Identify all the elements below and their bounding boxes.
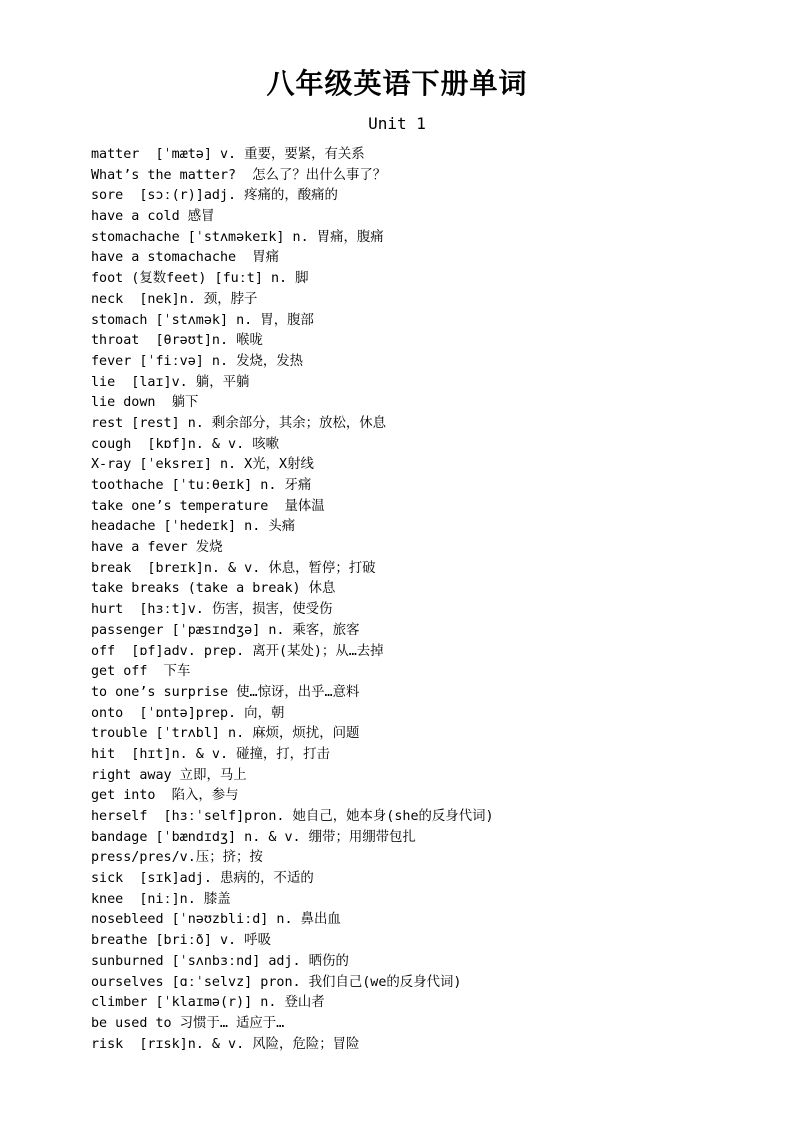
vocabulary-entry: neck [nek]n. 颈，脖子 xyxy=(91,291,258,307)
vocabulary-entry: to one’s surprise 使…惊讶，出乎…意料 xyxy=(91,684,360,700)
vocabulary-entry: hurt [hɜːt]v. 伤害，损害，使受伤 xyxy=(91,602,333,618)
vocabulary-entry: What’s the matter? 怎么了？出什么事了？ xyxy=(91,167,387,183)
vocabulary-entry: fever [ˈfiːvə] n. 发烧，发热 xyxy=(91,353,304,369)
vocabulary-entry: bandage [ˈbændɪdʒ] n. & v. 绷带；用绷带包扎 xyxy=(91,829,416,845)
vocabulary-entry: X-ray [ˈeksreɪ] n. X光，X射线 xyxy=(91,457,314,473)
vocabulary-entry: climber [ˈklaɪmə(r)] n. 登山者 xyxy=(91,995,325,1011)
vocabulary-entry: get into 陷入，参与 xyxy=(91,788,239,804)
vocabulary-entry: lie [laɪ]v. 躺，平躺 xyxy=(91,374,250,390)
vocabulary-entry: have a cold 感冒 xyxy=(91,209,215,225)
vocabulary-entry: sick [sɪk]adj. 患病的，不适的 xyxy=(91,871,314,887)
vocabulary-entry: onto [ˈɒntə]prep. 向，朝 xyxy=(91,705,285,721)
vocabulary-entry: take one’s temperature 量体温 xyxy=(91,498,325,514)
vocabulary-entry: stomachache [ˈstʌməkeɪk] n. 胃痛，腹痛 xyxy=(91,229,384,245)
vocabulary-entry: knee [niː]n. 膝盖 xyxy=(91,891,231,907)
vocabulary-entry: cough [kɒf]n. & v. 咳嗽 xyxy=(91,436,280,452)
vocabulary-entry: break [breɪk]n. & v. 休息，暂停；打破 xyxy=(91,560,376,576)
vocabulary-entry: throat [θrəʊt]n. 喉咙 xyxy=(91,333,263,349)
vocabulary-entry: risk [rɪsk]n. & v. 风险，危险；冒险 xyxy=(91,1036,360,1052)
vocabulary-entry: right away 立即，马上 xyxy=(91,767,247,783)
unit-heading: Unit 1 xyxy=(368,114,426,133)
vocabulary-entry: matter [ˈmætə] v. 重要，要紧，有关系 xyxy=(91,147,365,162)
vocabulary-entry: sore [sɔː(r)]adj. 疼痛的，酸痛的 xyxy=(91,188,338,204)
vocabulary-entry: rest [rest] n. 剩余部分，其余；放松，休息 xyxy=(91,415,387,431)
vocabulary-entry: trouble [ˈtrʌbl] n. 麻烦，烦扰，问题 xyxy=(91,726,360,742)
vocabulary-entry: headache [ˈhedeɪk] n. 头痛 xyxy=(91,519,296,535)
vocabulary-entry: press/pres/v.压；挤；按 xyxy=(91,850,263,866)
page-title: 八年级英语下册单词 xyxy=(266,67,528,100)
vocabulary-entry: off [ɒf]adv. prep. 离开(某处)；从…去掉 xyxy=(91,643,384,659)
vocabulary-entry: herself [hɜːˈself]pron. 她自己，她本身(she的反身代词) xyxy=(91,809,494,824)
vocabulary-entry: take breaks (take a break) 休息 xyxy=(91,581,336,597)
vocabulary-entry: be used to 习惯于… 适应于… xyxy=(91,1015,285,1031)
vocabulary-entry: toothache [ˈtuːθeɪk] n. 牙痛 xyxy=(91,478,312,493)
vocabulary-entry: nosebleed [ˈnəʊzbliːd] n. 鼻出血 xyxy=(91,912,341,928)
vocabulary-entry: get off 下车 xyxy=(91,664,191,680)
vocabulary-list xyxy=(91,145,771,1055)
vocabulary-entry: lie down 躺下 xyxy=(91,395,199,411)
vocabulary-entry: stomach [ˈstʌmək] n. 胃，腹部 xyxy=(91,312,314,328)
vocabulary-entry: hit [hɪt]n. & v. 碰撞，打，打击 xyxy=(91,746,330,762)
vocabulary-entry: have a stomachache 胃痛 xyxy=(91,250,280,266)
vocabulary-entry: sunburned [ˈsʌnbɜːnd] adj. 晒伤的 xyxy=(91,953,349,969)
vocabulary-entry: have a fever 发烧 xyxy=(91,540,223,556)
vocabulary-entry: foot (复数feet) [fuːt] n. 脚 xyxy=(91,271,309,287)
vocabulary-entry: breathe [briːð] v. 呼吸 xyxy=(91,933,271,949)
vocabulary-entry: passenger [ˈpæsɪndʒə] n. 乘客，旅客 xyxy=(91,622,360,638)
vocabulary-entry: ourselves [ɑːˈselvz] pron. 我们自己(we的反身代词) xyxy=(91,974,462,990)
